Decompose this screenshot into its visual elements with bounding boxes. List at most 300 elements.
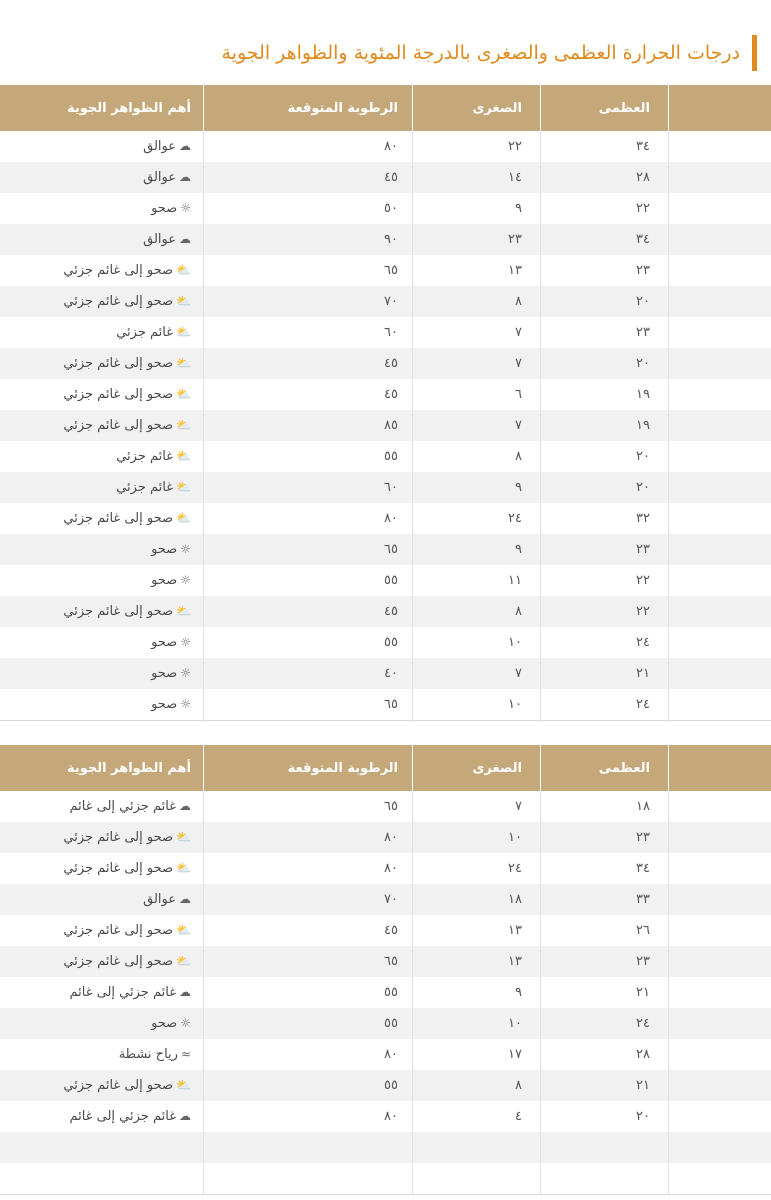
max-temp-cell-text: ٣٤ bbox=[636, 232, 650, 247]
weather-cell bbox=[0, 915, 204, 946]
min-temp-cell bbox=[413, 689, 541, 721]
humidity-cell bbox=[204, 915, 413, 946]
table-row bbox=[0, 658, 771, 689]
min-temp-cell-text: ٩ bbox=[515, 201, 522, 216]
table-row bbox=[0, 255, 771, 286]
weather-cell-text: غائم جزئي bbox=[116, 449, 174, 464]
partly-cloudy-icon: ⛅ bbox=[176, 449, 191, 463]
table-row bbox=[0, 1132, 771, 1163]
min-temp-cell bbox=[413, 534, 541, 565]
max-temp-cell-text: ١٨ bbox=[636, 799, 650, 814]
dust-icon: ☁ bbox=[179, 892, 191, 906]
table-row bbox=[0, 822, 771, 853]
min-temp-cell bbox=[413, 791, 541, 822]
humidity-cell-text: ٥٥ bbox=[384, 1078, 398, 1093]
city-cell bbox=[669, 658, 771, 689]
table-row bbox=[0, 596, 771, 627]
weather-cell bbox=[0, 224, 204, 255]
humidity-cell bbox=[204, 503, 413, 534]
min-temp-cell bbox=[413, 317, 541, 348]
weather-cell-text: عوالق bbox=[143, 232, 176, 247]
sun-cloud-icon: ⛅ bbox=[176, 294, 191, 308]
weather-cell-text: صحو bbox=[151, 1016, 178, 1031]
weather-cell-text: عوالق bbox=[143, 139, 176, 154]
humidity-cell-text: ٨٠ bbox=[384, 511, 398, 526]
page-title-block bbox=[14, 35, 757, 71]
min-temp-cell-text: ١٠ bbox=[508, 830, 522, 845]
max-temp-cell bbox=[541, 1070, 669, 1101]
max-temp-cell-text: ٢٣ bbox=[636, 542, 650, 557]
min-temp-cell bbox=[413, 131, 541, 162]
table-row bbox=[0, 503, 771, 534]
cloud-icon: ☁ bbox=[179, 799, 191, 813]
min-temp-cell-text: ٧ bbox=[515, 418, 522, 433]
weather-cell-text: صحو bbox=[151, 201, 178, 216]
city-cell bbox=[669, 379, 771, 410]
max-temp-cell-text: ٢٣ bbox=[636, 954, 650, 969]
weather-cell-text: غائم جزئي إلى غائم bbox=[69, 799, 176, 814]
city-cell bbox=[669, 255, 771, 286]
humidity-cell-text: ٥٥ bbox=[384, 985, 398, 1000]
max-temp-cell-text: ٢٢ bbox=[636, 201, 650, 216]
dust-icon: ☁ bbox=[179, 232, 191, 246]
table-header-row bbox=[0, 85, 771, 131]
city-cell bbox=[669, 822, 771, 853]
max-temp-cell bbox=[541, 193, 669, 224]
weather-cell bbox=[0, 1132, 204, 1163]
min-temp-cell bbox=[413, 410, 541, 441]
min-temp-cell bbox=[413, 565, 541, 596]
min-temp-cell bbox=[413, 977, 541, 1008]
weather-cell bbox=[0, 791, 204, 822]
max-temp-cell bbox=[541, 162, 669, 193]
humidity-cell bbox=[204, 658, 413, 689]
weather-cell bbox=[0, 565, 204, 596]
sun-icon: ☼ bbox=[180, 666, 191, 680]
sun-cloud-icon: ⛅ bbox=[176, 511, 191, 525]
title-accent-bar bbox=[752, 35, 757, 71]
humidity-cell-text: ٤٥ bbox=[384, 923, 398, 938]
max-temp-cell bbox=[541, 1163, 669, 1195]
max-temp-cell-text: ٣٤ bbox=[636, 139, 650, 154]
city-cell bbox=[669, 627, 771, 658]
max-temp-cell bbox=[541, 689, 669, 721]
weather-cell bbox=[0, 255, 204, 286]
weather-cell bbox=[0, 317, 204, 348]
sun-icon: ☼ bbox=[180, 573, 191, 587]
humidity-cell-text: ٦٠ bbox=[384, 480, 398, 495]
city-cell bbox=[669, 193, 771, 224]
weather-cell bbox=[0, 131, 204, 162]
header-humidity: الرطوبة المتوقعة bbox=[204, 745, 413, 791]
humidity-cell-text: ٦٥ bbox=[384, 697, 398, 712]
humidity-cell bbox=[204, 317, 413, 348]
humidity-cell-text: ٥٥ bbox=[384, 573, 398, 588]
weather-cell bbox=[0, 689, 204, 721]
weather-cell-text: عوالق bbox=[143, 170, 176, 185]
humidity-cell-text: ٨٥ bbox=[384, 418, 398, 433]
humidity-cell bbox=[204, 946, 413, 977]
max-temp-cell-text: ٢٤ bbox=[636, 1016, 650, 1031]
sun-icon: ☼ bbox=[180, 635, 191, 649]
humidity-cell bbox=[204, 162, 413, 193]
min-temp-cell bbox=[413, 379, 541, 410]
humidity-cell-text: ٤٥ bbox=[384, 387, 398, 402]
min-temp-cell-text: ٧ bbox=[515, 356, 522, 371]
weather-cell bbox=[0, 627, 204, 658]
weather-cell bbox=[0, 658, 204, 689]
min-temp-cell bbox=[413, 286, 541, 317]
table-row bbox=[0, 317, 771, 348]
humidity-cell bbox=[204, 627, 413, 658]
min-temp-cell-text: ١٣ bbox=[508, 923, 522, 938]
max-temp-cell bbox=[541, 441, 669, 472]
weather-cell-text: صحو إلى غائم جزئي bbox=[63, 1078, 174, 1093]
min-temp-cell-text: ٧ bbox=[515, 799, 522, 814]
max-temp-cell bbox=[541, 255, 669, 286]
sun-icon: ☼ bbox=[180, 697, 191, 711]
table-row bbox=[0, 193, 771, 224]
weather-cell bbox=[0, 441, 204, 472]
humidity-cell bbox=[204, 1039, 413, 1070]
min-temp-cell bbox=[413, 658, 541, 689]
min-temp-cell-text: ١٣ bbox=[508, 954, 522, 969]
max-temp-cell bbox=[541, 915, 669, 946]
city-cell bbox=[669, 977, 771, 1008]
max-temp-cell-text: ٢٨ bbox=[636, 170, 650, 185]
max-temp-cell-text: ٢٣ bbox=[636, 325, 650, 340]
max-temp-cell bbox=[541, 348, 669, 379]
max-temp-cell bbox=[541, 1039, 669, 1070]
min-temp-cell bbox=[413, 193, 541, 224]
max-temp-cell bbox=[541, 658, 669, 689]
min-temp-cell-text: ٧ bbox=[515, 666, 522, 681]
weather-cell bbox=[0, 822, 204, 853]
humidity-cell-text: ٦٥ bbox=[384, 954, 398, 969]
min-temp-cell-text: ٢٢ bbox=[508, 139, 522, 154]
max-temp-cell bbox=[541, 1008, 669, 1039]
min-temp-cell bbox=[413, 1163, 541, 1195]
humidity-cell-text: ٨٠ bbox=[384, 861, 398, 876]
weather-cell-text: صحو إلى غائم جزئي bbox=[63, 294, 174, 309]
weather-cell-text: صحو إلى غائم جزئي bbox=[63, 263, 174, 278]
min-temp-cell-text: ١٨ bbox=[508, 892, 522, 907]
humidity-cell bbox=[204, 822, 413, 853]
header-weather: أهم الظواهر الجوية bbox=[0, 745, 204, 791]
min-temp-cell bbox=[413, 1132, 541, 1163]
humidity-cell-text: ٥٠ bbox=[384, 201, 398, 216]
humidity-cell bbox=[204, 534, 413, 565]
sun-cloud-icon: ⛅ bbox=[176, 387, 191, 401]
city-cell bbox=[669, 503, 771, 534]
city-cell bbox=[669, 565, 771, 596]
min-temp-cell bbox=[413, 596, 541, 627]
city-cell bbox=[669, 131, 771, 162]
max-temp-cell bbox=[541, 791, 669, 822]
min-temp-cell-text: ١٠ bbox=[508, 635, 522, 650]
humidity-cell-text: ٨٠ bbox=[384, 1047, 398, 1062]
cloud-icon: ☁ bbox=[179, 985, 191, 999]
humidity-cell bbox=[204, 193, 413, 224]
weather-cell bbox=[0, 503, 204, 534]
weather-cell-text: صحو bbox=[151, 573, 178, 588]
table-row bbox=[0, 379, 771, 410]
city-cell bbox=[669, 853, 771, 884]
wind-icon: ≈ bbox=[180, 1047, 191, 1061]
table-row bbox=[0, 441, 771, 472]
table-row bbox=[0, 131, 771, 162]
min-temp-cell bbox=[413, 162, 541, 193]
table-row bbox=[0, 884, 771, 915]
city-cell bbox=[669, 884, 771, 915]
humidity-cell bbox=[204, 689, 413, 721]
min-temp-cell-text: ٩ bbox=[515, 480, 522, 495]
weather-cell-text: صحو إلى غائم جزئي bbox=[63, 954, 174, 969]
city-cell bbox=[669, 1070, 771, 1101]
sun-cloud-icon: ⛅ bbox=[176, 356, 191, 370]
city-cell bbox=[669, 1132, 771, 1163]
max-temp-cell bbox=[541, 503, 669, 534]
humidity-cell-text: ٨٠ bbox=[384, 830, 398, 845]
max-temp-cell-text: ٢٢ bbox=[636, 573, 650, 588]
min-temp-cell bbox=[413, 441, 541, 472]
weather-cell bbox=[0, 884, 204, 915]
humidity-cell bbox=[204, 1163, 413, 1195]
min-temp-cell bbox=[413, 224, 541, 255]
table-row bbox=[0, 977, 771, 1008]
city-cell bbox=[669, 410, 771, 441]
weather-cell-text: صحو إلى غائم جزئي bbox=[63, 830, 174, 845]
humidity-cell bbox=[204, 1008, 413, 1039]
table-row bbox=[0, 224, 771, 255]
header-weather: أهم الظواهر الجوية bbox=[0, 85, 204, 131]
max-temp-cell bbox=[541, 410, 669, 441]
max-temp-cell bbox=[541, 596, 669, 627]
max-temp-cell bbox=[541, 379, 669, 410]
table-row bbox=[0, 791, 771, 822]
city-cell bbox=[669, 915, 771, 946]
max-temp-cell-text: ٣٣ bbox=[636, 892, 650, 907]
humidity-cell bbox=[204, 286, 413, 317]
city-cell bbox=[669, 534, 771, 565]
min-temp-cell-text: ٢٤ bbox=[508, 861, 522, 876]
sun-cloud-icon: ⛅ bbox=[176, 954, 191, 968]
max-temp-cell-text: ٢١ bbox=[636, 985, 650, 1000]
max-temp-cell bbox=[541, 534, 669, 565]
max-temp-cell bbox=[541, 224, 669, 255]
humidity-cell bbox=[204, 441, 413, 472]
header-min: الصغرى bbox=[413, 745, 541, 791]
humidity-cell bbox=[204, 1132, 413, 1163]
header-max: العظمى bbox=[541, 745, 669, 791]
max-temp-cell-text: ٢٤ bbox=[636, 635, 650, 650]
min-temp-cell-text: ١٧ bbox=[508, 1047, 522, 1062]
header-humidity: الرطوبة المتوقعة bbox=[204, 85, 413, 131]
city-cell bbox=[669, 689, 771, 721]
weather-cell-text: صحو إلى غائم جزئي bbox=[63, 923, 174, 938]
table-row bbox=[0, 1101, 771, 1132]
min-temp-cell-text: ٩ bbox=[515, 542, 522, 557]
city-cell bbox=[669, 1163, 771, 1195]
weather-cell bbox=[0, 977, 204, 1008]
weather-cell-text: صحو إلى غائم جزئي bbox=[63, 604, 174, 619]
max-temp-cell bbox=[541, 286, 669, 317]
min-temp-cell-text: ٦ bbox=[515, 387, 522, 402]
min-temp-cell bbox=[413, 255, 541, 286]
min-temp-cell bbox=[413, 627, 541, 658]
weather-cell bbox=[0, 379, 204, 410]
min-temp-cell-text: ٢٣ bbox=[508, 232, 522, 247]
humidity-cell-text: ٨٠ bbox=[384, 1109, 398, 1124]
sun-cloud-icon: ⛅ bbox=[176, 263, 191, 277]
weather-table-2 bbox=[0, 745, 771, 1195]
sun-icon: ☼ bbox=[180, 1016, 191, 1030]
header-max: العظمى bbox=[541, 85, 669, 131]
weather-table-1 bbox=[0, 85, 771, 721]
city-cell bbox=[669, 791, 771, 822]
city-cell bbox=[669, 162, 771, 193]
max-temp-cell-text: ٣٤ bbox=[636, 861, 650, 876]
min-temp-cell-text: ٤ bbox=[515, 1109, 522, 1124]
sun-cloud-icon: ⛅ bbox=[176, 418, 191, 432]
min-temp-cell bbox=[413, 946, 541, 977]
weather-cell bbox=[0, 472, 204, 503]
max-temp-cell bbox=[541, 822, 669, 853]
max-temp-cell-text: ٢٠ bbox=[636, 356, 650, 371]
min-temp-cell-text: ١٠ bbox=[508, 1016, 522, 1031]
weather-cell bbox=[0, 853, 204, 884]
city-cell bbox=[669, 1101, 771, 1132]
humidity-cell-text: ٧٠ bbox=[384, 892, 398, 907]
humidity-cell-text: ٦٥ bbox=[384, 542, 398, 557]
sun-cloud-icon: ⛅ bbox=[176, 923, 191, 937]
weather-cell-text: صحو bbox=[151, 666, 178, 681]
humidity-cell bbox=[204, 884, 413, 915]
table-row bbox=[0, 410, 771, 441]
max-temp-cell bbox=[541, 977, 669, 1008]
weather-cell bbox=[0, 534, 204, 565]
table-row bbox=[0, 1008, 771, 1039]
table-row bbox=[0, 1163, 771, 1195]
header-min: الصغرى bbox=[413, 85, 541, 131]
table-row bbox=[0, 689, 771, 721]
humidity-cell bbox=[204, 565, 413, 596]
weather-cell bbox=[0, 193, 204, 224]
city-cell bbox=[669, 1008, 771, 1039]
min-temp-cell-text: ٨ bbox=[515, 449, 522, 464]
weather-cell-text: صحو إلى غائم جزئي bbox=[63, 418, 174, 433]
max-temp-cell-text: ٢٠ bbox=[636, 480, 650, 495]
table-row bbox=[0, 853, 771, 884]
weather-cell-text: غائم جزئي إلى غائم bbox=[69, 1109, 176, 1124]
city-cell bbox=[669, 1039, 771, 1070]
table-row bbox=[0, 915, 771, 946]
sun-icon: ☼ bbox=[180, 542, 191, 556]
max-temp-cell bbox=[541, 1101, 669, 1132]
humidity-cell-text: ٤٥ bbox=[384, 170, 398, 185]
weather-cell bbox=[0, 1163, 204, 1195]
max-temp-cell-text: ٢٦ bbox=[636, 923, 650, 938]
min-temp-cell-text: ٩ bbox=[515, 985, 522, 1000]
weather-cell bbox=[0, 1039, 204, 1070]
humidity-cell-text: ٩٠ bbox=[384, 232, 398, 247]
sun-icon: ☼ bbox=[180, 201, 191, 215]
weather-cell bbox=[0, 286, 204, 317]
city-cell bbox=[669, 596, 771, 627]
city-cell bbox=[669, 441, 771, 472]
max-temp-cell bbox=[541, 565, 669, 596]
min-temp-cell-text: ١١ bbox=[508, 573, 522, 588]
sun-cloud-icon: ⛅ bbox=[176, 604, 191, 618]
weather-cell-text: صحو bbox=[151, 697, 178, 712]
max-temp-cell-text: ٢١ bbox=[636, 666, 650, 681]
humidity-cell-text: ٨٠ bbox=[384, 139, 398, 154]
city-cell bbox=[669, 348, 771, 379]
max-temp-cell-text: ٢٣ bbox=[636, 263, 650, 278]
table-row bbox=[0, 286, 771, 317]
header-city bbox=[669, 745, 771, 791]
min-temp-cell-text: ٧ bbox=[515, 325, 522, 340]
humidity-cell-text: ٥٥ bbox=[384, 1016, 398, 1031]
max-temp-cell-text: ٢٤ bbox=[636, 697, 650, 712]
weather-cell bbox=[0, 946, 204, 977]
humidity-cell bbox=[204, 977, 413, 1008]
min-temp-cell bbox=[413, 1008, 541, 1039]
sun-cloud-icon: ⛅ bbox=[176, 861, 191, 875]
max-temp-cell-text: ٢١ bbox=[636, 1078, 650, 1093]
table-row bbox=[0, 565, 771, 596]
max-temp-cell bbox=[541, 853, 669, 884]
humidity-cell-text: ٧٠ bbox=[384, 294, 398, 309]
humidity-cell bbox=[204, 1101, 413, 1132]
weather-cell-text: صحو إلى غائم جزئي bbox=[63, 356, 174, 371]
max-temp-cell-text: ١٩ bbox=[636, 418, 650, 433]
dust-icon: ☁ bbox=[179, 170, 191, 184]
humidity-cell-text: ٦٥ bbox=[384, 263, 398, 278]
min-temp-cell-text: ١٠ bbox=[508, 697, 522, 712]
min-temp-cell-text: ٢٤ bbox=[508, 511, 522, 526]
max-temp-cell-text: ٢٨ bbox=[636, 1047, 650, 1062]
min-temp-cell-text: ١٣ bbox=[508, 263, 522, 278]
weather-cell-text: صحو إلى غائم جزئي bbox=[63, 511, 174, 526]
humidity-cell-text: ٦٥ bbox=[384, 799, 398, 814]
humidity-cell bbox=[204, 348, 413, 379]
weather-cell bbox=[0, 162, 204, 193]
min-temp-cell-text: ٨ bbox=[515, 1078, 522, 1093]
cloud-icon: ☁ bbox=[179, 1109, 191, 1123]
city-cell bbox=[669, 472, 771, 503]
weather-cell bbox=[0, 1101, 204, 1132]
weather-cell-text: صحو bbox=[151, 542, 178, 557]
humidity-cell-text: ٤٥ bbox=[384, 356, 398, 371]
page-title: درجات الحرارة العظمى والصغرى بالدرجة المئوية والظواهر الجوية bbox=[221, 42, 740, 64]
weather-cell bbox=[0, 1070, 204, 1101]
humidity-cell-text: ٤٠ bbox=[384, 666, 398, 681]
header-city bbox=[669, 85, 771, 131]
humidity-cell-text: ٤٥ bbox=[384, 604, 398, 619]
partly-cloudy-icon: ⛅ bbox=[176, 480, 191, 494]
max-temp-cell bbox=[541, 884, 669, 915]
humidity-cell bbox=[204, 379, 413, 410]
max-temp-cell bbox=[541, 627, 669, 658]
min-temp-cell bbox=[413, 1039, 541, 1070]
max-temp-cell bbox=[541, 472, 669, 503]
max-temp-cell-text: ٢٢ bbox=[636, 604, 650, 619]
humidity-cell-text: ٥٥ bbox=[384, 449, 398, 464]
weather-cell-text: عوالق bbox=[143, 892, 176, 907]
weather-cell-text: غائم جزئي bbox=[116, 325, 174, 340]
partly-cloudy-icon: ⛅ bbox=[176, 325, 191, 339]
